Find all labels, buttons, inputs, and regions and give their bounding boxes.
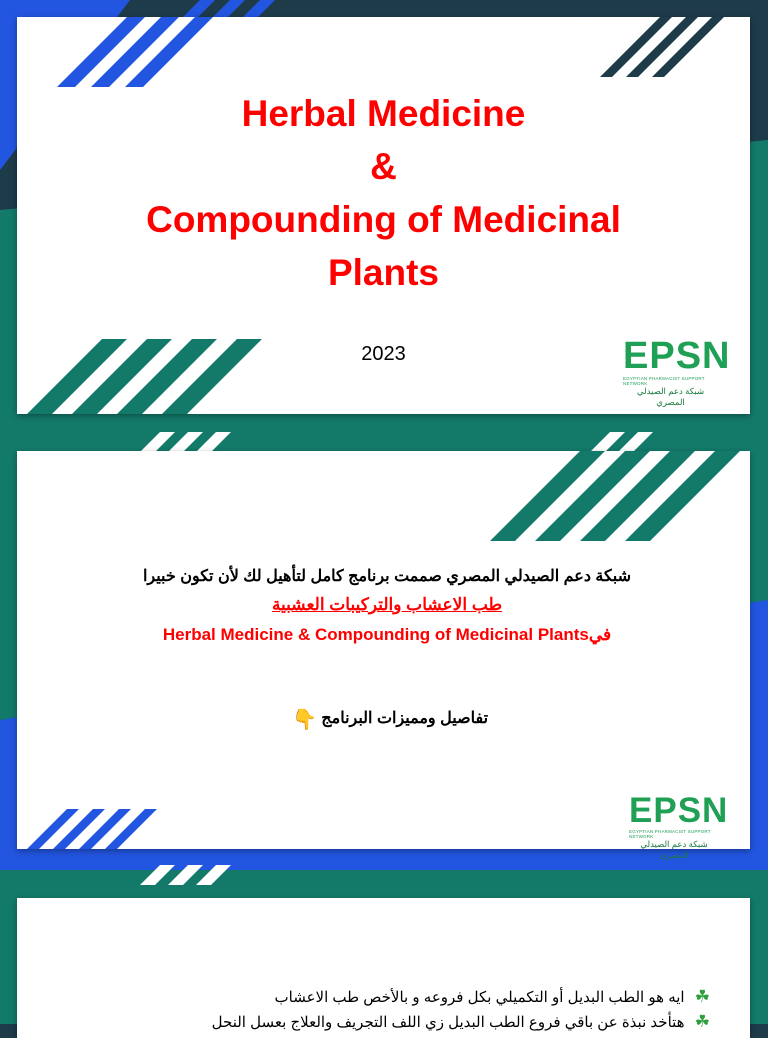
- logo-mark: EPSN: [623, 335, 731, 377]
- logo-mark: EPSN: [629, 791, 729, 830]
- title-slide: [17, 17, 750, 414]
- logo-tagline: EGYPTIAN PHARMACIST SUPPORT NETWORK: [629, 829, 711, 839]
- pointing-down-hand-icon: 👇: [291, 709, 317, 731]
- details-label: تفاصيل ومميزات البرنامج: [321, 710, 489, 727]
- title-line-2: &: [370, 146, 397, 187]
- list-item: [275, 987, 710, 1007]
- epsn-logo: [629, 791, 729, 861]
- slide-stripes-top-right: [490, 451, 750, 541]
- bullet-text: هتأخد نبذة عن باقي فروع الطب البديل زي اللف التجريف والعلاج بعسل النحل: [211, 1014, 685, 1031]
- intro-line: شبكة دعم الصيدلي المصري صممت برنامج كامل لتأهيل لك لأن تكون خبيرا: [142, 568, 632, 585]
- intro-slide: [17, 451, 750, 860]
- year-label: 2023: [361, 343, 406, 365]
- features-slide: [17, 898, 750, 1038]
- shamrock-icon: ☘: [694, 987, 710, 1006]
- list-item: [212, 1012, 710, 1032]
- shamrock-icon: ☘: [694, 1012, 710, 1031]
- program-details-heading: [57, 707, 717, 732]
- slide-stripes-bottom-left: [17, 809, 167, 849]
- slide-stripes-top-left: [17, 17, 247, 87]
- logo-tagline: EGYPTIAN PHARMACIST SUPPORT NETWORK: [623, 376, 705, 386]
- epsn-logo: [623, 335, 731, 408]
- english-course-name: فيHerbal Medicine & Compounding of Medicinal Plants: [162, 625, 612, 644]
- arabic-course-name: طب الاعشاب والتركيبات العشبية: [271, 595, 503, 614]
- logo-arabic-name: شبكة دعم الصيدلي المصري: [640, 839, 708, 860]
- slide-stripes-top-right: [600, 17, 750, 77]
- logo-arabic-name: شبكة دعم الصيدلي المصري: [636, 386, 705, 407]
- title-line-1: Herbal Medicine: [241, 93, 526, 134]
- title-line-3: Compounding of Medicinal: [146, 199, 621, 240]
- slide-title: [17, 87, 750, 299]
- bullet-text: ايه هو الطب البديل أو التكميلي بكل فروعه و بالأخص طب الاعشاب: [274, 989, 685, 1006]
- title-line-4: Plants: [327, 252, 440, 293]
